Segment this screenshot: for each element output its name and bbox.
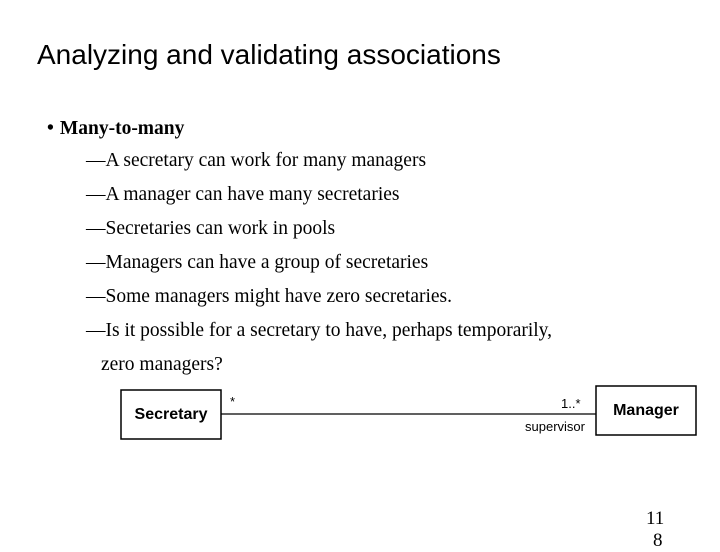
bullet-heading-text: Many-to-many (59, 118, 185, 139)
sub-item: —Is it possible for a secretary to have, perhaps temporarily, (86, 320, 553, 341)
bullet-marker: • (47, 118, 54, 139)
sub-item: —Secretaries can work in pools (86, 218, 336, 239)
slide-title: Analyzing and validating associations (37, 39, 501, 70)
left-multiplicity: * (230, 394, 236, 409)
sub-item-continuation: zero managers? (101, 354, 223, 375)
sub-item: —A manager can have many secretaries (86, 184, 400, 205)
sub-item: —Some managers might have zero secretaries. (86, 286, 453, 307)
manager-class-label: Manager (613, 402, 679, 420)
right-multiplicity: 1..* (561, 396, 581, 411)
secretary-class-label: Secretary (134, 406, 208, 424)
page-number: 11 (646, 508, 665, 529)
sub-item: —Managers can have a group of secretaries (86, 252, 429, 273)
page-number-overflow: 8 (653, 530, 663, 551)
role-label: supervisor (525, 419, 585, 434)
sub-item: —A secretary can work for many managers (86, 150, 427, 171)
